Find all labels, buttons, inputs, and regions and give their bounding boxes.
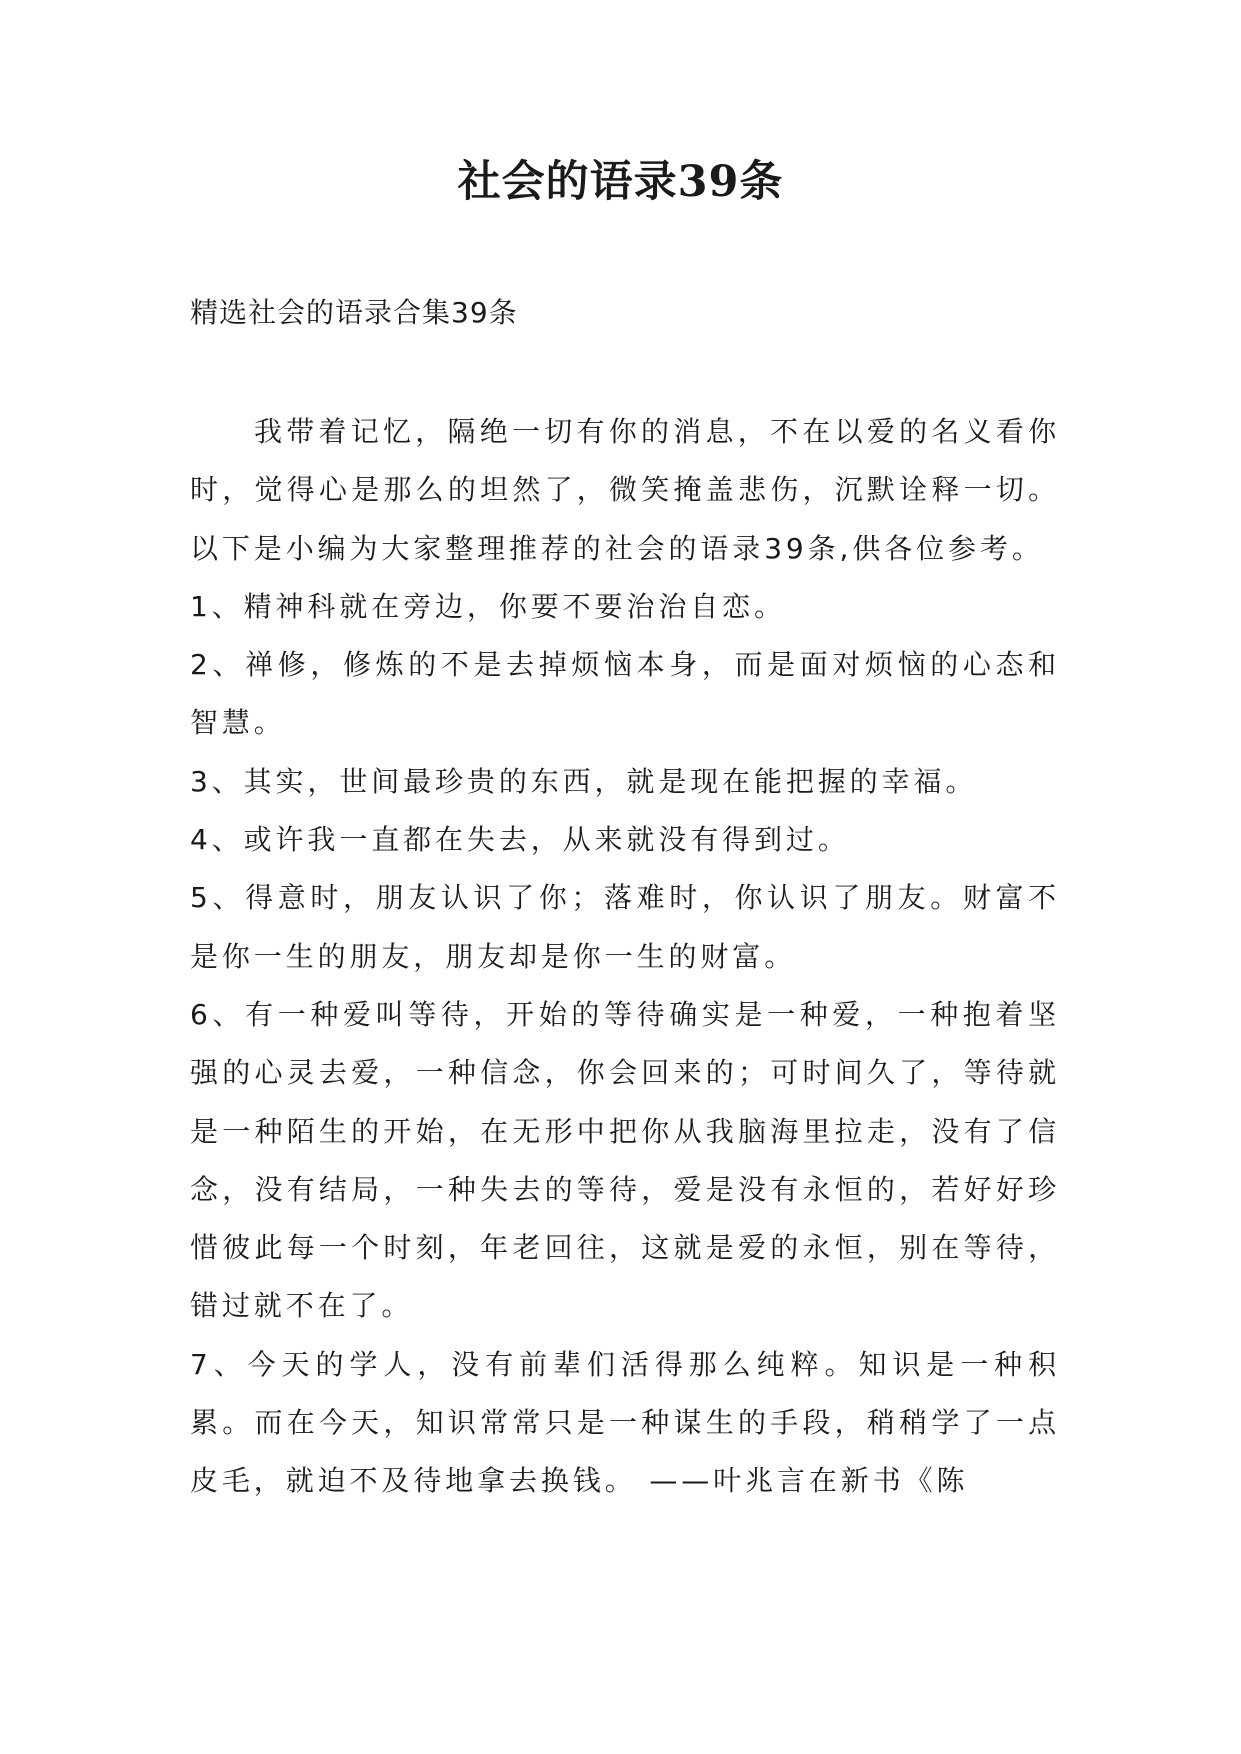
document-subtitle: 精选社会的语录合集39条 [190,296,518,329]
quote-item-1: 1、精神科就在旁边，你要不要治治自恋。 [190,589,786,623]
quote-item-4: 4、或许我一直都在失去，从来就没有得到过。 [190,823,850,857]
quote-item-2: 2、禅修，修炼的不是去掉烦恼本身，而是面对烦恼的心态和智慧。 [190,648,1060,740]
quote-item-7: 7、今天的学人，没有前辈们活得那么纯粹。知识是一种积累。而在今天，知识常常只是一种谋生的手段，稍稍学了一点皮毛，就迫不及待地拿去换钱。 ——叶兆言在新书《陈 [190,1347,1060,1498]
intro-paragraph: 我带着记忆，隔绝一切有你的消息，不在以爱的名义看你时，觉得心是那么的坦然了，微笑掩盖悲伤，沉默诠释一切。以下是小编为大家整理推荐的社会的语录39条,供各位参考。 [190,415,1060,565]
document-title: 社会的语录39条 [457,157,784,207]
quote-item-3: 3、其实，世间最珍贵的东西，就是现在能把握的幸福。 [190,764,978,798]
quote-item-6: 6、有一种爱叫等待，开始的等待确实是一种爱，一种抱着坚强的心灵去爱，一种信念，你会回来的；可时间久了，等待就是一种陌生的开始，在无形中把你从我脑海里拉走，没有了信念，没有结局，一种失去的等待，爱是没有永恒的，若好好珍惜彼此每一个时刻，年老回往，这就是爱的永恒，别在等待，错过就不在了。 [190,997,1060,1323]
document-body [190,403,1060,1511]
quote-item-5: 5、得意时，朋友认识了你；落难时，你认识了朋友。财富不是你一生的朋友，朋友却是你一生的财富。 [190,881,1060,973]
